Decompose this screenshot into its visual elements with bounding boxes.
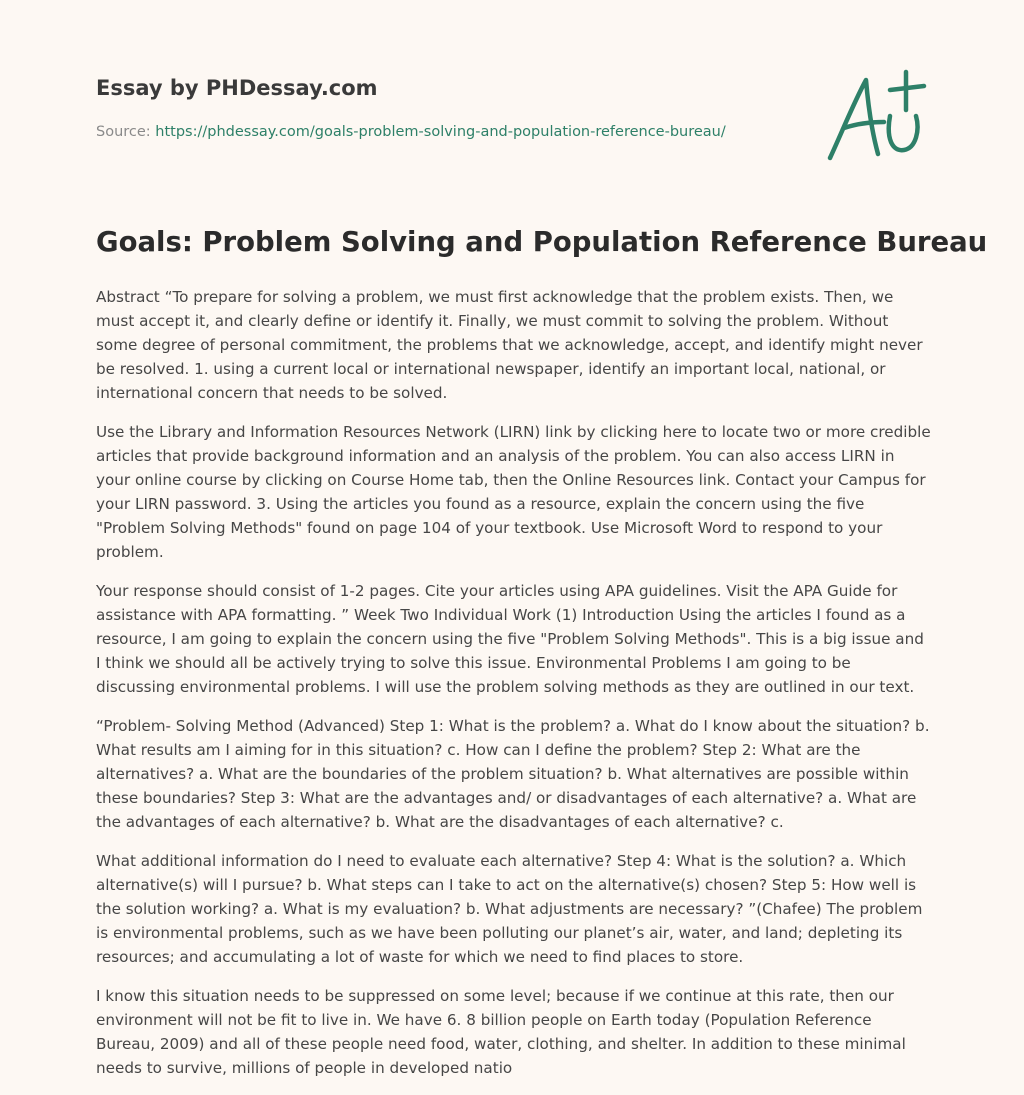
- paragraph: Abstract “To prepare for solving a problem, we must first acknowledge that the problem exists. Then, we must accept it, and clearly define or identify it. Finally, we must commit to solving the problem. Without some degree of personal commitment, the problems that we acknowledge, accept, and identify might never be resolved. 1. using a current local or international newspaper, identify an important local, national, or international concern that needs to be solved.: [96, 288, 923, 402]
- source-link[interactable]: https://phdessay.com/goals-problem-solving-and-population-reference-bureau/: [155, 124, 726, 140]
- paragraph: Your response should consist of 1-2 pages. Cite your articles using APA guidelines. Visit the APA Guide for assistance with APA formatting. ” Week Two Individual Work (1) Introduction Using the articles I found as a resource, I am going to explain the concern using the five "Problem Solving Methods". This is a big issue and I think we should all be actively trying to solve this issue. Environmental Problems I am going to be discussing environmental problems. I will use the problem solving methods as they are outlined in our text.: [96, 582, 924, 696]
- paragraph: “Problem- Solving Method (Advanced) Step 1: What is the problem? a. What do I know about the situation? b. What results am I aiming for in this situation? c. How can I define the problem? Step 2: What are the alternatives? a. What are the boundaries of the problem situation? b. What alternatives are possible within these boundaries? Step 3: What are the advantages and/ or disadvantages of each alternative? a. What are the advantages of each alternative? b. What are the disadvantages of each alternative? c.: [96, 717, 930, 831]
- source-label: Source:: [96, 124, 151, 140]
- article-title: Goals: Problem Solving and Population Reference Bureau: [96, 226, 988, 258]
- paragraph: What additional information do I need to evaluate each alternative? Step 4: What is the solution? a. Which alternative(s) will I pursue? b. What steps can I take to act on the alternative(s) chosen? Step 5: How well is the solution working? a. What is my evaluation? b. What adjustments are necessary? ”(Chafee) The problem is environmental problems, such as we have been polluting our planet’s air, water, and land; depleting its resources; and accumulating a lot of waste for which we need to find places to store.: [96, 852, 923, 966]
- paragraph: Use the Library and Information Resources Network (LIRN) link by clicking here to locate two or more credible articles that provide background information and an analysis of the problem. You can also access LIRN in your online course by clicking on Course Home tab, then the Online Resources link. Contact your Campus for your LIRN password. 3. Using the articles you found as a resource, explain the concern using the five "Problem Solving Methods" found on page 104 of your textbook. Use Microsoft Word to respond to your problem.: [96, 423, 931, 561]
- paragraph: I know this situation needs to be suppressed on some level; because if we continue at this rate, then our environment will not be fit to live in. We have 6. 8 billion people on Earth today (Population Reference Bureau, 2009) and all of these people need food, water, clothing, and shelter. In addition to these minimal needs to survive, millions of people in developed natio: [96, 987, 906, 1077]
- source-line: [96, 124, 726, 140]
- article-body: [96, 285, 931, 1095]
- a-plus-logo-icon: [820, 66, 930, 166]
- site-name: Essay by PHDessay.com: [96, 76, 378, 100]
